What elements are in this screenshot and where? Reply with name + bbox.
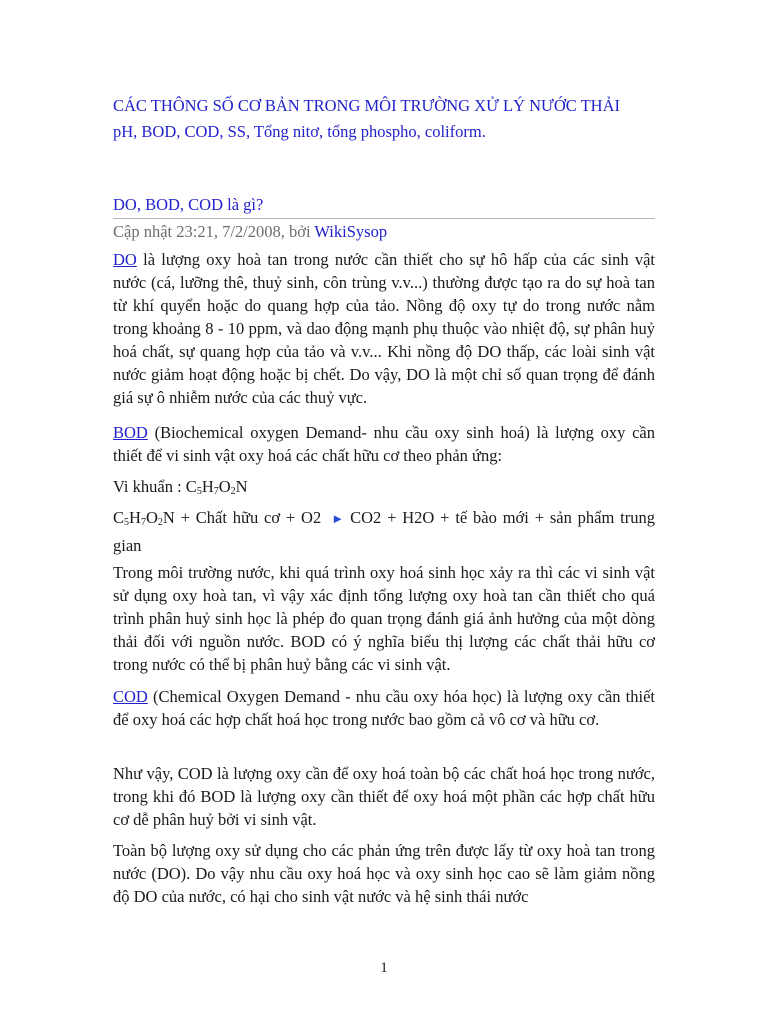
reaction-c: C xyxy=(113,508,125,527)
document-subtitle: pH, BOD, COD, SS, Tổng nitơ, tổng phospho, coliform. xyxy=(113,122,486,141)
formula-n: N xyxy=(235,477,248,496)
bod-text: (Biochemical oxygen Demand- nhu cầu oxy sinh hoá) là lượng oxy cần thiết để vi sinh vật oxy hoá các chất hữu cơ theo phản ứng: xyxy=(113,423,655,465)
reaction-o: O xyxy=(145,508,158,527)
article-meta xyxy=(113,221,387,243)
reaction-products: CO2 + H2O + tế bào mới + sản phẩm trung gian xyxy=(113,508,655,555)
bod-paragraph xyxy=(113,421,655,467)
do-paragraph xyxy=(113,248,655,409)
reaction-h: H xyxy=(129,508,141,527)
formula-c-count: 5 xyxy=(196,486,202,497)
bod-link[interactable]: BOD xyxy=(113,423,148,442)
summary-paragraph: Toàn bộ lượng oxy sử dụng cho các phản ứng trên được lấy từ oxy hoà tan trong nước (DO). Do vậy nhu cầu oxy hoá học và oxy sinh học cao sẽ làm giảm nồng độ DO của nước, có hại cho sinh vật nước và hệ sinh thái nước xyxy=(113,841,655,906)
formula-c: C xyxy=(185,477,197,496)
cod-comparison-paragraph: Như vậy, COD là lượng oxy cần để oxy hoá toàn bộ các chất hoá học trong nước, trong khi đó BOD là lượng oxy cần thiết để oxy hoá một phần các hợp chất hữu cơ dễ phân huỷ bởi vi sinh vật. xyxy=(113,764,655,829)
cod-text: (Chemical Oxygen Demand - nhu cầu oxy hóa học) là lượng oxy cần thiết để oxy hoá các hợp chất hoá học trong nước bao gồm cả vô cơ và hữu cơ. xyxy=(113,687,655,729)
formula-h-count: 7 xyxy=(213,486,219,497)
author-link[interactable]: WikiSysop xyxy=(314,222,388,241)
reaction-h-count: 7 xyxy=(140,517,146,528)
reaction-reactants: N + Chất hữu cơ + O2 xyxy=(162,508,322,527)
reaction-c-count: 5 xyxy=(124,517,130,528)
arrow-right-icon: ► xyxy=(331,511,345,526)
cod-paragraph xyxy=(113,685,655,731)
document-title: CÁC THÔNG SỐ CƠ BẢN TRONG MÔI TRƯỜNG XỬ LÝ NƯỚC THẢI xyxy=(113,96,621,115)
heading-divider xyxy=(113,218,655,219)
reaction-equation xyxy=(113,506,655,557)
article-heading: DO, BOD, COD là gì? xyxy=(113,195,264,214)
formula-o: O xyxy=(218,477,231,496)
bacteria-label: Vi khuẩn : xyxy=(113,477,186,496)
page-number: 1 xyxy=(380,960,388,976)
do-text: là lượng oxy hoà tan trong nước cần thiết cho sự hô hấp của các sinh vật nước (cá, lưỡng thê, thuỷ sinh, côn trùng v.v...) thường được tạo ra do sự hoà tan từ khí quyển hoặc do quang hợp của tảo. Nồng độ oxy tự do trong nước nằm trong khoảng 8 - 10 ppm, và dao động mạnh phụ thuộc vào nhiệt độ, sự phân huỷ hoá chất, sự quang hợp của tảo và v.v... Khi nồng độ DO thấp, các loài sinh vật nước giảm hoạt động hoặc bị chết. Do vậy, DO là một chỉ số quan trọng để đánh giá sự ô nhiễm nước của các thuỷ vực. xyxy=(113,250,655,407)
bacteria-formula xyxy=(113,475,655,503)
meta-updated: Cập nhật 23:21, 7/2/2008, bởi xyxy=(113,222,315,241)
formula-o-count: 2 xyxy=(230,486,236,497)
reaction-o-count: 2 xyxy=(157,517,163,528)
cod-link[interactable]: COD xyxy=(113,687,148,706)
formula-h: H xyxy=(201,477,214,496)
do-link[interactable]: DO xyxy=(113,250,137,269)
bod-explanation-paragraph: Trong môi trường nước, khi quá trình oxy hoá sinh học xảy ra thì các vi sinh vật sử dụng oxy hoà tan, vì vậy xác định tổng lượng oxy hoà tan cần thiết cho quá trình phân huỷ sinh học là phép đo quan trọng đánh giá ảnh hưởng của một dòng thải đối với nguồn nước. BOD có ý nghĩa biểu thị lượng các chất thải hữu cơ trong nước có thể bị phân huỷ bằng các vi sinh vật. xyxy=(113,563,655,674)
